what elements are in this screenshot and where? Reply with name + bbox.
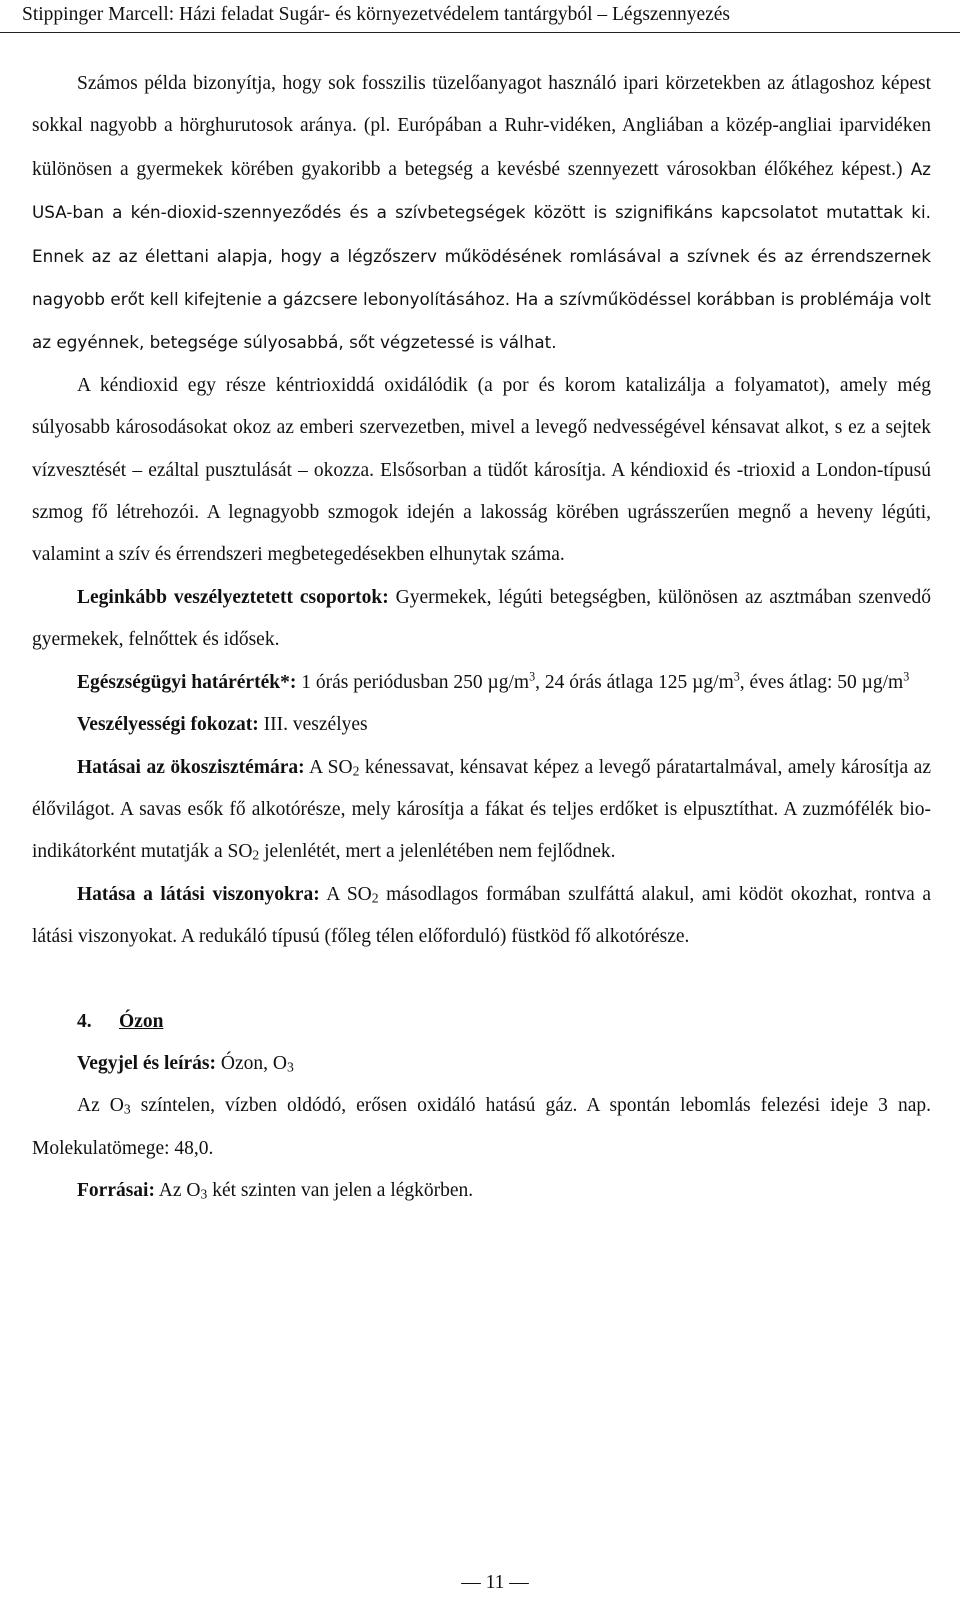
running-header: Stippinger Marcell: Házi feladat Sugár- és környezetvédelem tantárgyból – Légszennyezés: [22, 4, 731, 25]
paragraph-ecosystem-effects: [32, 747, 931, 874]
page-number: — 11 —: [461, 1572, 529, 1593]
paragraph-visibility-effects: [32, 874, 931, 959]
subscript: 3: [123, 1102, 131, 1118]
paragraph-sans-part: Az USA-ban a kén-dioxid-szennyeződés és a szívbetegségek között is szignifikáns kapcsolatot mutattak ki. Ennek az az élettani alapja, hogy a légzőszerv működésének romlásával a szívnek és az érrendszernek nagyobb erőt kell kifejtenie a gázcsere lebonyolításához. Ha a szívműködéssel korábban is problémája volt az egyénnek, betegsége súlyosabbá, sőt végzetessé is válhat.: [32, 158, 931, 353]
page-content: [32, 63, 931, 1213]
paragraph-risk-groups: [32, 577, 931, 662]
paragraph-symbol: [32, 1043, 931, 1085]
ecosystem-text-2: kénessavat, kénsavat képez a levegő páratartalmával, amely károsítja az élővilágot. A savas esők fő alkotórésze, mely károsítja a fákat és teljes erdőket is elpusztíthat. A zuzmófélék bio-indikátorként mutatják a SO: [32, 756, 931, 863]
section-title: Ózon: [119, 1010, 164, 1032]
subscript: 3: [200, 1186, 208, 1202]
sources-label: Forrásai:: [77, 1180, 155, 1202]
risk-groups-text: Gyermekek, légúti betegségben, különösen az asztmában szenvedő gyermekek, felnőttek és idősek.: [32, 586, 931, 651]
paragraph-sources: [32, 1170, 931, 1212]
health-limit-text-3: , éves átlag: 50 µg/m: [739, 671, 904, 693]
health-limit-text-2: , 24 órás átlaga 125 µg/m: [535, 671, 734, 693]
section-spacer: [32, 959, 931, 1001]
symbol-label: Vegyjel és leírás:: [77, 1052, 216, 1074]
description-text-1: Az O: [77, 1095, 124, 1117]
ecosystem-text-3: jelenlétét, mert a jelenlétében nem fejlődnek.: [259, 841, 616, 863]
subscript: 2: [371, 890, 379, 906]
paragraph-sulfur-trioxide: A kéndioxid egy része kéntrioxiddá oxidálódik (a por és korom katalizálja a folyamatot), amely még súlyosabb károsodásokat okoz az emberi szervezetben, mivel a levegő nedvességével kénsavat alkot, s ez a sejtek vízvesztését – ezáltal pusztulását – okozza. Elsősorban a tüdőt károsítja. A kéndioxid és -trioxid a London-típusú szmog fő létrehozói. A legnagyobb szmogok idején a lakosság körében ugrásszerűen megnő a heveny légúti, valamint a szív és érrendszeri megbetegedésekben elhunytak száma.: [32, 374, 931, 566]
danger-level-text: III. veszélyes: [258, 714, 368, 736]
paragraph-health-limit: [32, 662, 931, 704]
superscript: 3: [733, 669, 740, 684]
subscript: 2: [252, 848, 260, 864]
sources-text-1: Az O: [154, 1180, 201, 1202]
sources-text-2: két szinten van jelen a légkörben.: [207, 1180, 474, 1202]
visibility-text-1: A SO: [319, 883, 372, 905]
paragraph-health-effects: [32, 63, 931, 365]
superscript: 3: [903, 669, 910, 684]
visibility-text-2: másodlagos formában szulfáttá alakul, ami ködöt okozhat, rontva a látási viszonyokat. A redukáló típusú (főleg télen előforduló) füstköd fő alkotórésze.: [32, 883, 932, 948]
health-limit-text-1: 1 órás periódusban 250 µg/m: [296, 671, 530, 693]
visibility-label: Hatása a látási viszonyokra:: [77, 883, 320, 905]
health-limit-label: Egészségügyi határérték*:: [77, 671, 297, 693]
ecosystem-label: Hatásai az ökoszisztémára:: [77, 756, 305, 778]
danger-level-label: Veszélyességi fokozat:: [77, 714, 259, 736]
paragraph-danger-level: [32, 704, 931, 746]
superscript: 3: [529, 669, 536, 684]
ecosystem-text-1: A SO: [304, 756, 353, 778]
section-number: 4.: [77, 1010, 92, 1032]
paragraph-ozone-description: [32, 1085, 931, 1170]
description-text-2: színtelen, vízben oldódó, erősen oxidáló hatású gáz. A spontán lebomlás felezési ideje 3 nap. Molekulatömege: 48,0.: [32, 1095, 931, 1159]
symbol-text: Ózon, O: [216, 1052, 287, 1074]
section-heading: [32, 1001, 931, 1043]
risk-groups-label: Leginkább veszélyeztetett csoportok:: [77, 586, 389, 608]
paragraph-serif-part: Számos példa bizonyítja, hogy sok fosszilis tüzelőanyagot használó ipari körzetekben az átlagoshoz képest sokkal nagyobb a hörghurutosok aránya. (pl. Európában a Ruhr-vidéken, Angliában a közép-angliai iparvidéken különösen a gyermekek körében gyakoribb a betegség a kevésbé szennyezett városokban élőkéhez képest.): [32, 73, 931, 180]
subscript: 3: [286, 1059, 294, 1075]
subscript: 2: [352, 763, 360, 779]
header-divider: [0, 32, 960, 33]
